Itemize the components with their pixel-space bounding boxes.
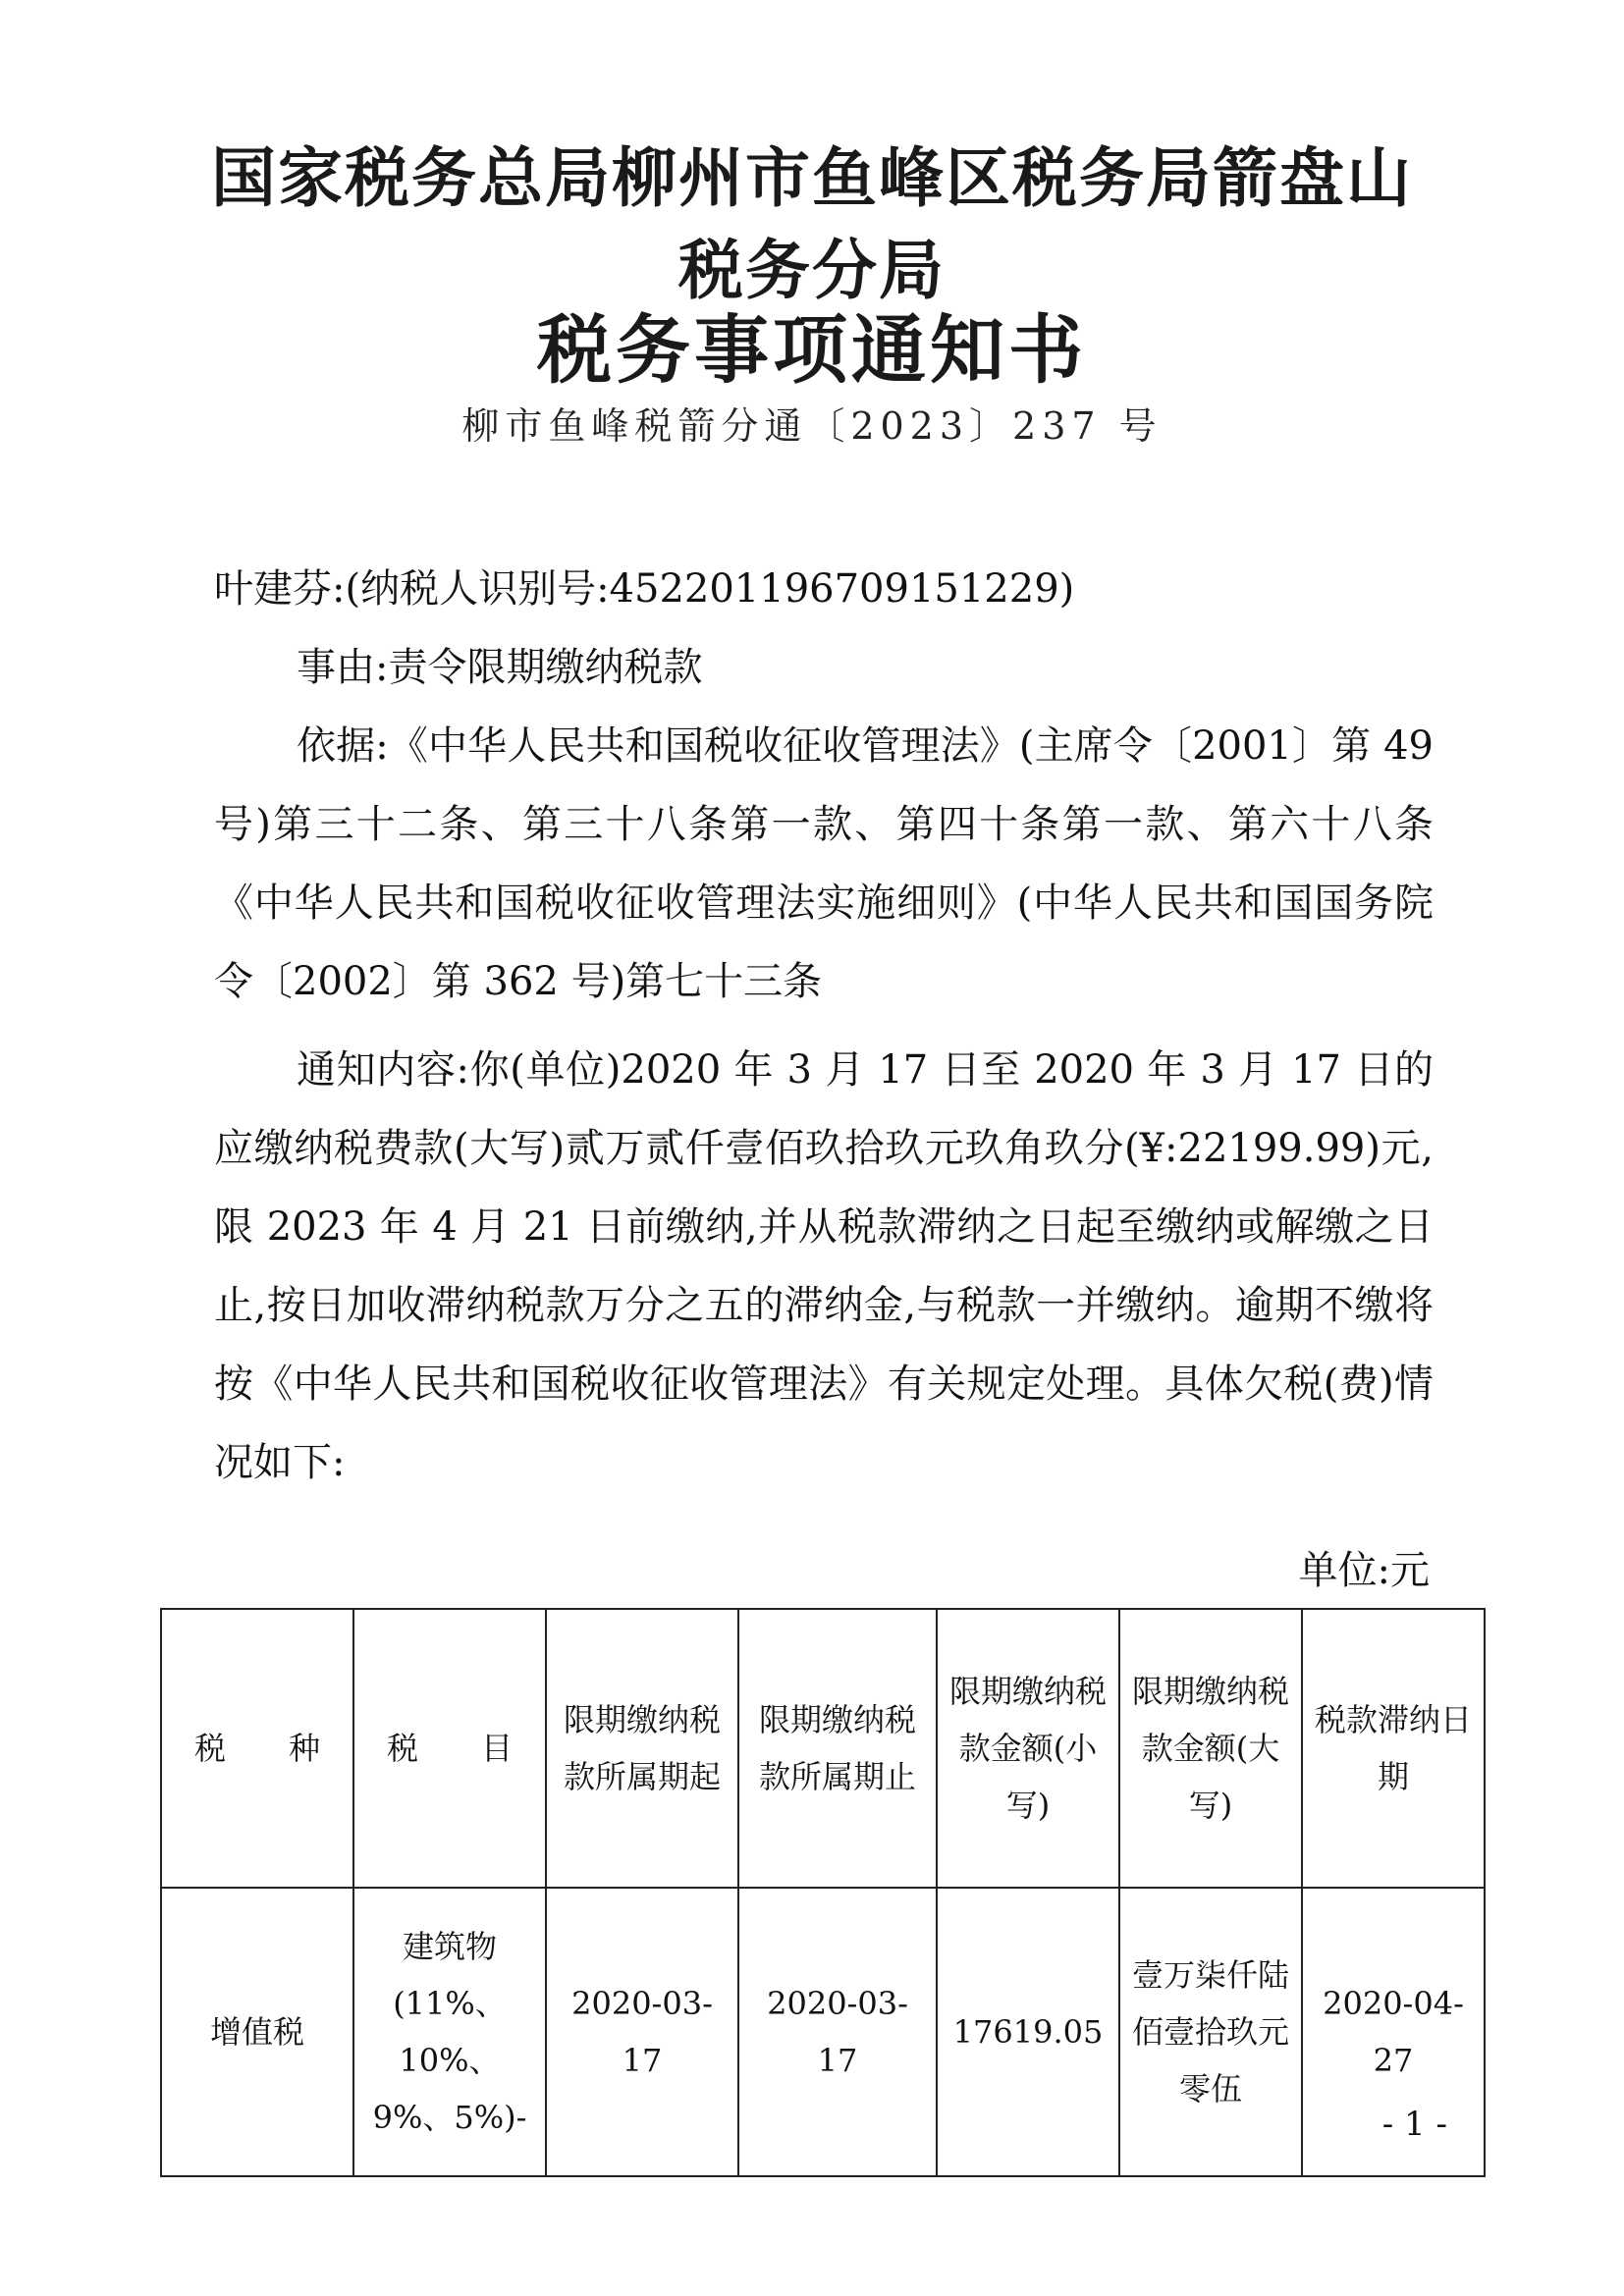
tax-arrears-table: [160, 1608, 1486, 2177]
cell-amount-figures: 17619.05: [937, 1888, 1119, 2176]
issuing-authority-line2: 税务分局: [678, 233, 946, 308]
header-tax-item: 税 目: [353, 1609, 546, 1888]
table-header-row: [161, 1609, 1485, 1888]
cell-overdue-date: 2020-04-27: [1302, 1888, 1485, 2176]
header-amount-figures: 限期缴纳税款金额(小写): [937, 1609, 1119, 1888]
notice-content-paragraph: 通知内容:你(单位)2020 年 3 月 17 日至 2020 年 3 月 17 日的应缴纳税费款(大写)贰万贰仟壹佰玖拾玖元玖角玖分(¥:22199.99)元,限 2023 年 4 月 21 日前缴纳,并从税款滞纳之日起至缴纳或解缴之日止,按日加收滞纳税款万分之五的滞纳金,与税款一并缴纳。逾期不缴将按《中华人民共和国税收征收管理法》有关规定处理。具体欠税(费)情况如下:: [214, 1047, 1434, 1485]
recipient-line: 叶建芬:(纳税人识别号:452201196709151229): [214, 566, 1075, 612]
issuing-authority-line1: 国家税务总局柳州市鱼峰区税务局箭盘山: [211, 140, 1413, 216]
cell-tax-type: 增值税: [161, 1888, 353, 2176]
cell-tax-item: 建筑物(11%、10%、9%、5%)-: [353, 1888, 546, 2176]
document-number: 柳市鱼峰税箭分通〔2023〕237 号: [461, 404, 1163, 448]
document-title: 税务事项通知书: [537, 306, 1087, 394]
cell-period-end: 2020-03-17: [738, 1888, 937, 2176]
cell-amount-words: 壹万柒仟陆佰壹拾玖元零伍: [1119, 1888, 1302, 2176]
page-number: - 1 -: [1381, 2105, 1447, 2144]
legal-basis-paragraph: 依据:《中华人民共和国税收征收管理法》(主席令〔2001〕第 49 号)第三十二条、第三十八条第一款、第四十条第一款、第六十八条《中华人民共和国税收征收管理法实施细则》(中华人民共和国国务院令〔2002〕第 362 号)第七十三条: [214, 723, 1434, 1004]
cell-period-start: 2020-03-17: [546, 1888, 738, 2176]
header-tax-type: 税 种: [161, 1609, 353, 1888]
header-overdue-date: 税款滞纳日期: [1302, 1609, 1485, 1888]
header-period-end: 限期缴纳税款所属期止: [738, 1609, 937, 1888]
reason-line: 事由:责令限期缴纳税款: [297, 645, 703, 690]
header-amount-words: 限期缴纳税款金额(大写): [1119, 1609, 1302, 1888]
header-period-start: 限期缴纳税款所属期起: [546, 1609, 738, 1888]
table-row: [161, 1888, 1485, 2176]
unit-label: 单位:元: [1298, 1548, 1430, 1593]
